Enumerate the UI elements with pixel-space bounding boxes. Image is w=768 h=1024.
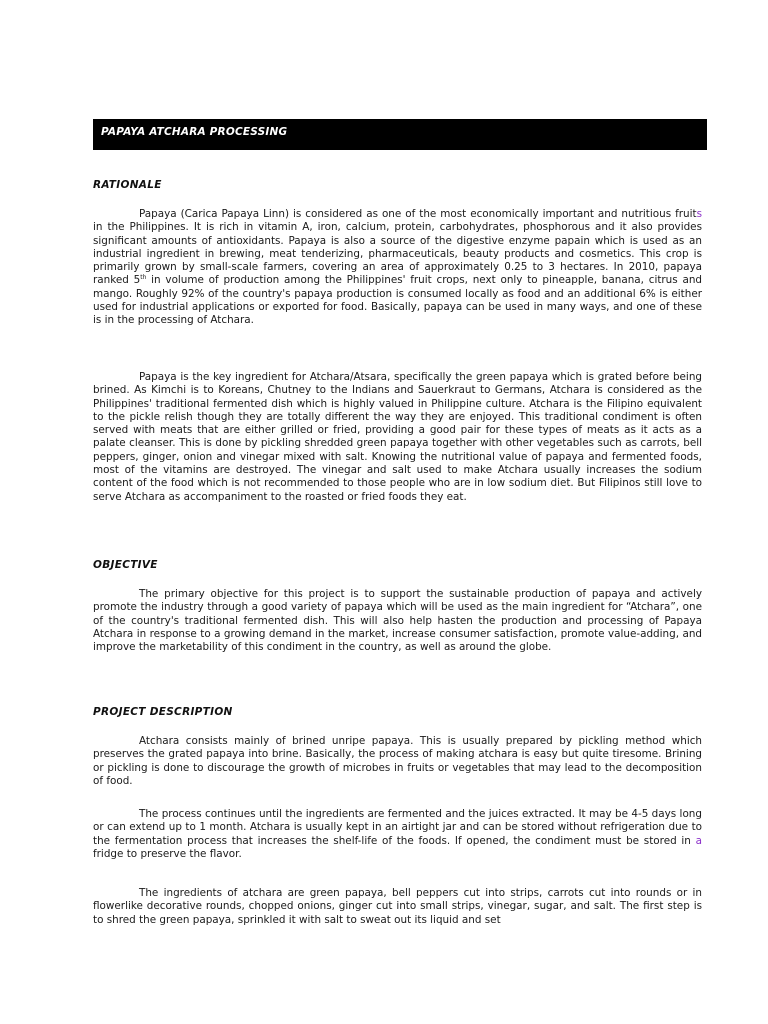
section-heading-objective: OBJECTIVE — [93, 559, 158, 571]
objective-paragraph: The primary objective for this project is to support the sustainable production of papaya and actively promote the industry through a good variety of papaya which will be used as the main ingredient for “Atchara”, one of the country's traditional fermented dish. This will also help hasten the production and processing of Papaya Atchara in response to a growing demand in the market, increase consumer satisfaction, promote value-adding, and improve the marketability of this condiment in the country, as well as around the globe. — [93, 588, 702, 654]
project-description-paragraph-1: Atchara consists mainly of brined unripe papaya. This is usually prepared by pickling method which preserves the grated papaya into brine. Basically, the process of making atchara is easy but quite tiresome. Brining or pickling is done to discourage the growth of microbes in fruits or vegetables that may lead to the decomposition of food. — [93, 735, 702, 787]
section-heading-rationale: RATIONALE — [93, 179, 162, 191]
document-title: PAPAYA ATCHARA PROCESSING — [101, 126, 288, 138]
rationale-paragraph-2: Papaya is the key ingredient for Atchara/Atsara, specifically the green papaya which is grated before being brined. As Kimchi is to Koreans, Chutney to the Indians and Sauerkraut to Germans, Atchara is considered as the Philippines' traditional fermented dish which is highly valued in Philippine culture. Atchara is the Filipino equivalent to the pickle relish though they are totally different the way they are enjoyed. This traditional condiment is often served with meats that are either grilled or fried, providing a good pair for these types of meats as it acts as a palate cleanser. This is done by pickling shredded green papaya together with other vegetables such as carrots, bell peppers, ginger, onion and vinegar mixed with salt. Knowing the nutritional value of papaya and fermented foods, most of the vitamins are destroyed. The vinegar and salt used to make Atchara usually increases the sodium content of the food which is not recommended to those people who are in low sodium diet. But Filipinos still love to serve Atchara as accompaniment to the roasted or fried foods they eat. — [93, 371, 702, 503]
text-run: in the Philippines. It is rich in vitamin A, iron, calcium, protein, carbohydrates, phosphorous and it also provides significant amounts of antioxidants. Papaya is also a source of the digestive enzyme papain which is used as an industrial ingredient in brewing, meat tenderizing, pharmaceuticals, beauty products and cosmetics. This crop is primarily grown by small-scale farmers, covering an area of approximately 0.25 to 3 hectares. In 2010, papaya ranked 5 — [93, 221, 702, 287]
text-run: The process continues until the ingredients are fermented and the juices extracted. It may be 4-5 days long or can extend up to 1 month. Atchara is usually kept in an airtight jar and can be stored without refrigeration due to the fermentation process that increases the shelf-life of the foods. If opened, the condiment must be stored in — [93, 808, 702, 847]
highlighted-letter: s — [696, 208, 702, 220]
project-description-paragraph-3: The ingredients of atchara are green papaya, bell peppers cut into strips, carrots cut into rounds or in flowerlike decorative rounds, chopped onions, ginger cut into small strips, vinegar, sugar, and salt. The first step is to shred the green papaya, sprinkled it with salt to sweat out its liquid and set — [93, 887, 702, 926]
text-run: fridge to preserve the flavor. — [93, 847, 242, 860]
section-heading-project-description: PROJECT DESCRIPTION — [93, 706, 233, 718]
ordinal-suffix: th — [140, 274, 147, 282]
project-description-paragraph-2 — [93, 808, 702, 861]
rationale-paragraph-1 — [93, 208, 702, 328]
text-run: in volume of production among the Philippines' fruit crops, next only to pineapple, banana, citrus and mango. Roughly 92% of the country's papaya production is consumed locally as food and an additional 6% is either used for industrial applications or exported for food. Basically, papaya can be used in many ways, and one of these is in the processing of Atchara. — [93, 274, 702, 327]
text-run: Papaya (Carica Papaya Linn) is considered as one of the most economically important and nutritious fruit — [139, 208, 697, 220]
highlighted-letter: a — [695, 834, 702, 847]
document-title-bar — [93, 119, 707, 150]
